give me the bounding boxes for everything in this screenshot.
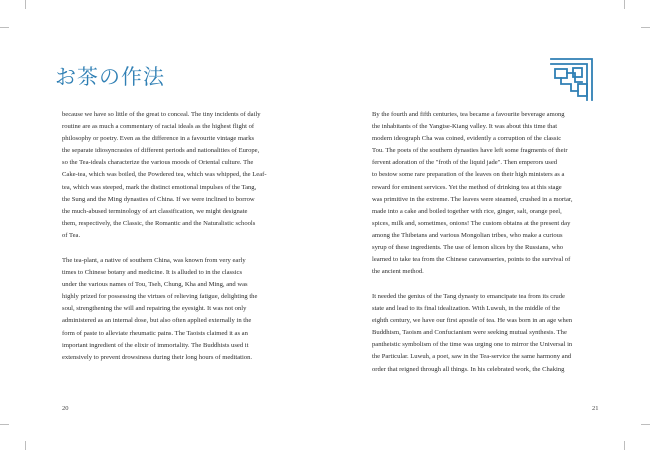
text-line: eighth century, we have our first apostle of tea. He was born in an age when (372, 317, 573, 325)
right-page (325, 0, 650, 450)
text-line: the Particular. Luwuh, a poet, saw in the Tea-service the same harmony and (372, 353, 572, 361)
text-line: the Sung and the Ming dynasties of China. If we were inclined to borrow (62, 195, 255, 203)
text-line: so the Tea-ideals characterize the various moods of Oriental culture. The (62, 159, 254, 167)
page-number: 21 (592, 405, 599, 412)
text-line: under the various names of Tou, Tseh, Chung, Kha and Ming, and was (62, 281, 248, 289)
crop-mark (624, 441, 625, 450)
text-line: highly prized for possessing the virtues of relieving fatigue, delighting the (62, 293, 258, 301)
crop-mark (641, 424, 650, 425)
paragraph (62, 255, 257, 364)
text-line: the inhabitants of the Yangtse-Kiang valley. It was about this time that (372, 123, 558, 131)
page-number: 20 (62, 405, 69, 412)
crop-mark (641, 27, 650, 28)
text-line: the separate idiosyncrasies of different periods and nationalities of Europe, (62, 147, 260, 155)
text-line: was primitive in the extreme. The leaves were steamed, crushed in a mortar, (372, 195, 573, 203)
crop-mark (25, 441, 26, 450)
text-line: spices, milk and, sometimes, onions! The custom obtains at the present day (372, 219, 571, 227)
text-line: them, respectively, the Classic, the Romantic and the Naturalistic schools (62, 219, 256, 227)
text-line: modern ideograph Cha was coined, evidently a corruption of the classic (372, 135, 562, 143)
text-line: the much-abused terminology of art classification, we might designate (62, 207, 248, 215)
text-line: to bestow some rare preparation of the leaves on their high ministers as a (372, 171, 565, 179)
text-line: tea, which was steeped, mark the distinct emotional impulses of the Tang, (62, 183, 257, 191)
text-line: among the Thibetans and various Mongolian tribes, who make a curious (372, 231, 563, 239)
paragraph (372, 109, 572, 278)
text-line: pantheistic symbolism of the time was urging one to mirror the Universal in (372, 341, 573, 349)
text-line: learned to take tea from the Chinese caravanseries, points to the survival of (372, 256, 571, 264)
text-line: soul, strengthening the will and repairing the eyesight. It was not only (62, 305, 247, 313)
crop-mark (0, 424, 9, 425)
text-line: of Tea. (62, 231, 81, 239)
text-line: times to Chinese botany and medicine. It is alluded to in the classics (62, 269, 243, 277)
text-line: administered as an internal dose, but also often applied externally in the (62, 317, 252, 325)
text-line: The tea-plant, a native of southern China, was known from very early (62, 257, 246, 264)
crop-mark (25, 0, 26, 9)
text-line: Tou. The poets of the southern dynasties have left some fragments of their (372, 147, 568, 155)
text-line: extensively to prevent drowsiness during their long hours of meditation. (62, 353, 253, 361)
text-line: By the fourth and fifth centuries, tea became a favourite beverage among (372, 111, 565, 118)
paragraph (372, 291, 572, 376)
text-line: because we have so little of the great to conceal. The tiny incidents of daily (62, 111, 261, 118)
paragraph (62, 109, 267, 242)
crop-mark (0, 27, 9, 28)
text-line: state and lead to its final idealization. With Luwuh, in the middle of the (372, 305, 561, 313)
text-line: the ancient method. (372, 268, 424, 276)
text-line: important ingredient of the elixir of immortality. The Buddhists used it (62, 341, 249, 349)
text-line: routine are as much a commentary of racial ideals as the highest flight of (62, 123, 255, 131)
text-line: Buddhism, Taoism and Confucianism were seeking mutual synthesis. The (372, 329, 567, 337)
text-line: form of paste to alleviate rheumatic pains. The Taoists claimed it as an (62, 329, 248, 337)
text-line: It needed the genius of the Tang dynasty to emancipate tea from its crude (372, 293, 565, 300)
text-line: reward for eminent services. Yet the method of drinking tea at this stage (372, 183, 562, 191)
text-line: Cake-tea, which was boiled, the Powdered tea, which was whipped, the Leaf- (62, 171, 267, 179)
chinese-lattice-corner-icon (549, 56, 595, 102)
page-title: お茶の作法 (55, 65, 165, 89)
text-line: order that reigned through all things. In his celebrated work, the Chaking (372, 365, 565, 373)
crop-mark (624, 0, 625, 9)
text-line: syrup of these ingredients. The use of lemon slices by the Russians, who (372, 244, 564, 252)
text-line: made into a cake and boiled together with rice, ginger, salt, orange peel, (372, 207, 562, 215)
text-line: fervent adoration of the "froth of the liquid jade". Then emperors used (372, 159, 558, 167)
text-line: philosophy or poetry. Even as the difference in a favourite vintage marks (62, 135, 255, 143)
